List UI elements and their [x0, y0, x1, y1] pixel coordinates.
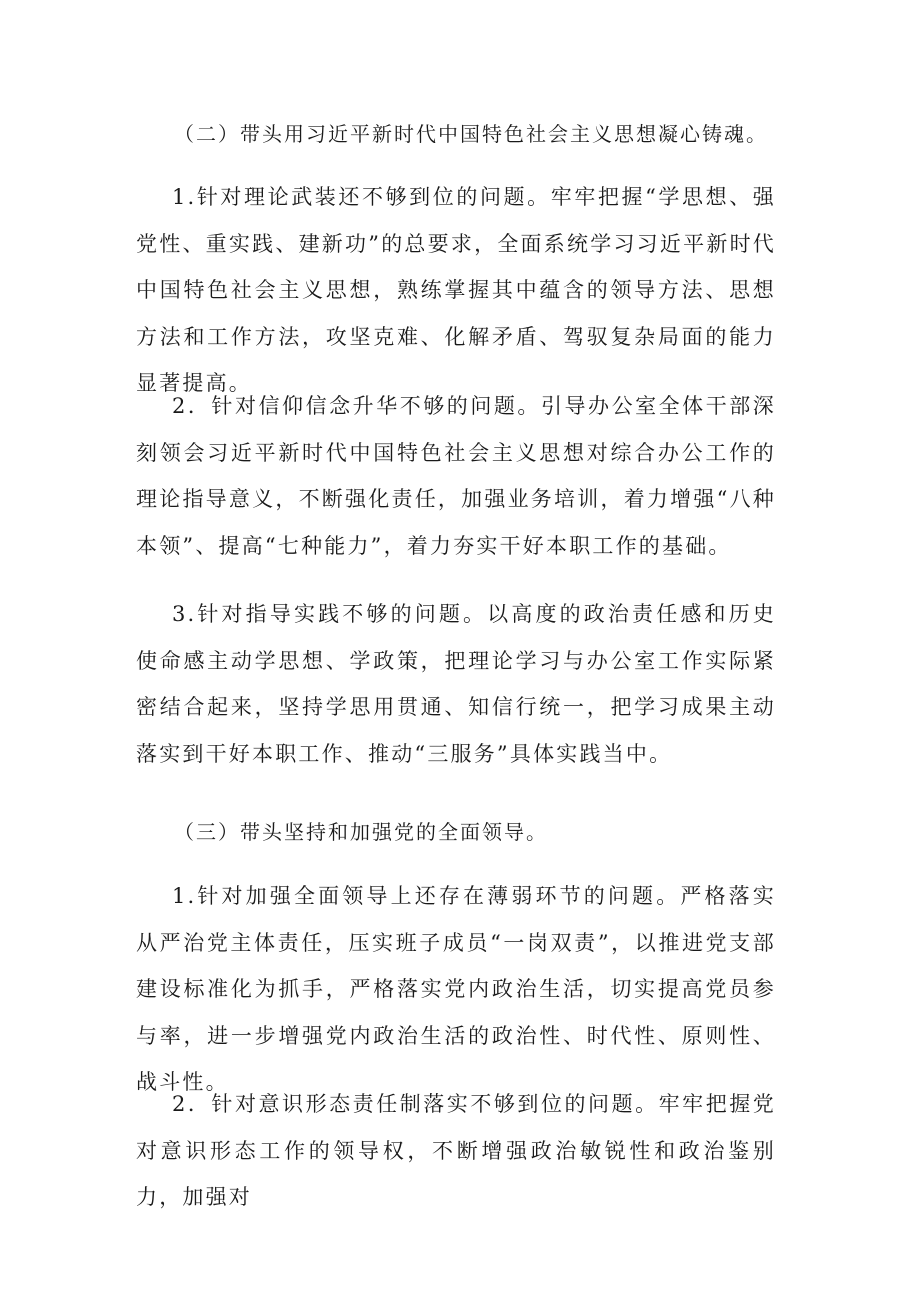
section-2-item-2: 2．针对信仰信念升华不够的问题。引导办公室全体干部深刻领会习近平新时代中国特色社会主义思想对综合办公工作的理论指导意义，不断强化责任，加强业务培训，着力增强“八种本领”、提高“七种能力”，着力夯实干好本职工作的基础。 [136, 394, 776, 558]
section-2-item-1: 1.针对理论武装还不够到位的问题。牢牢把握“学思想、强党性、重实践、建新功”的总要求，全面系统学习习近平新时代中国特色社会主义思想，熟练掌握其中蕴含的领导方法、思想方法和工作方法，攻坚克难、化解矛盾、驾驭复杂局面的能力显著提高。 [136, 185, 776, 395]
section-2-heading: （二）带头用习近平新时代中国特色社会主义思想凝心铸魂。 [174, 122, 768, 146]
section-3-item-2: 2．针对意识形态责任制落实不够到位的问题。牢牢把握党对意识形态工作的领导权，不断增强政治敏锐性和政治鉴别力，加强对 [136, 1092, 776, 1209]
section-3-heading: （三）带头坚持和加强党的全面领导。 [174, 820, 548, 844]
section-3-item-1: 1.针对加强全面领导上还存在薄弱环节的问题。严格落实从严治党主体责任，压实班子成员“一岗双责”，以推进党支部建设标准化为抓手，严格落实党内政治生活，切实提高党员参与率，进一步增强党内政治生活的政治性、时代性、原则性、战斗性。 [136, 884, 776, 1094]
section-2-item-3: 3.针对指导实践不够的问题。以高度的政治责任感和历史使命感主动学思想、学政策，把理论学习与办公室工作实际紧密结合起来，坚持学思用贯通、知信行统一，把学习成果主动落实到干好本职工作、推动“三服务”具体实践当中。 [136, 602, 776, 766]
